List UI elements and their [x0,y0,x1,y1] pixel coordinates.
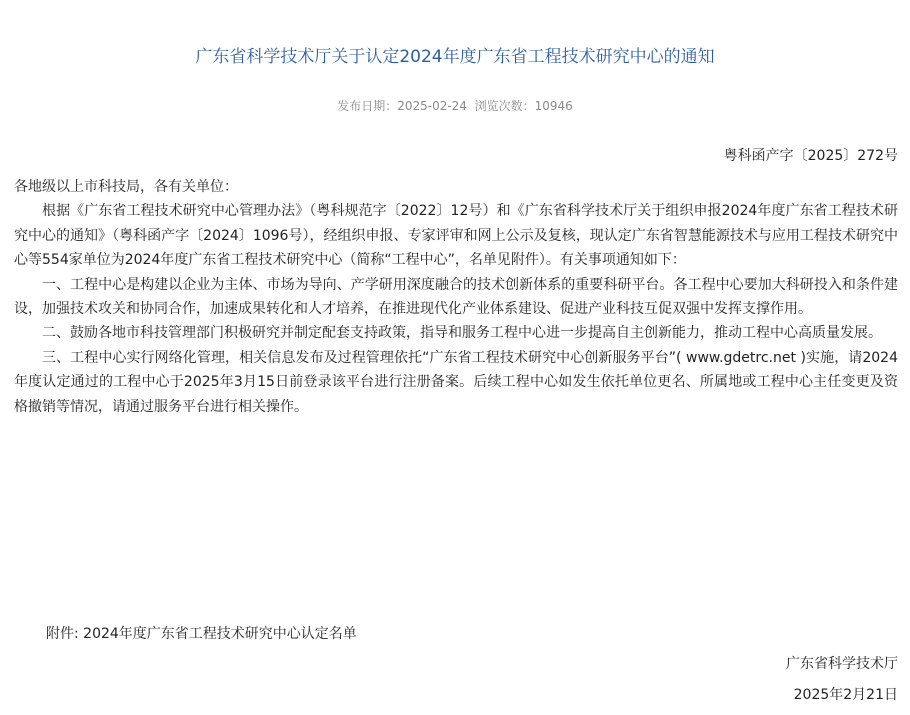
body-paragraph-item-1: 一、工程中心是构建以企业为主体、市场为导向、产学研用深度融合的技术创新体系的重要科研平台。各工程中心要加大科研投入和条件建设，加强技术攻关和协同合作，加速成果转化和人才培养，在推进现代化产业体系建设、促进产业科技互促双强中发挥支撑作用。 [14,276,898,318]
body-paragraph-item-2: 二、鼓励各地市科技管理部门积极研究并制定配套支持政策，指导和服务工程中心进一步提高自主创新能力，推动工程中心高质量发展。 [42,325,882,342]
publish-date-label: 发布日期： [337,99,398,113]
body-paragraph-item-3: 三、工程中心实行网络化管理，相关信息发布及过程管理依托“广东省工程技术研究中心创新服务平台”( www.gdetrc.net )实施，请2024年度认定通过的工程中心于2025年3月15日前登录该平台进行注册备案。后续工程中心如发生依托单位更名、所属地或工程中心主任变更及资格撤销等情况，请通过服务平台进行相关操作。 [14,349,898,415]
attachment-link[interactable]: 附件: 2024年度广东省工程技术研究中心认定名单 [46,626,357,642]
view-count-label: 浏览次数： [474,99,535,113]
publish-date: 2025-02-24 [397,99,467,113]
document-number: 粤科函产字〔2025〕272号 [723,148,898,164]
article-meta [0,96,910,116]
salutation: 各地级以上市科技局，各有关单位： [14,179,238,195]
signature-organization: 广东省科学技术厅 [786,656,898,672]
body-paragraph-intro: 根据《广东省工程技术研究中心管理办法》（粤科规范字〔2022〕12号）和《广东省科学技术厅关于组织申报2024年度广东省工程技术研究中心的通知》（粤科函产字〔2024〕1096号），经组织申报、专家评审和网上公示及复核，现认定广东省智慧能源技术与应用工程技术研究中心等554家单位为2024年度广东省工程技术研究中心（简称“工程中心”，名单见附件）。有关事项通知如下： [14,203,898,269]
view-count: 10946 [534,99,573,113]
article-body [14,175,898,419]
article-title: 广东省科学技术厅关于认定2024年度广东省工程技术研究中心的通知 [195,47,715,67]
signature-date: 2025年2月21日 [793,687,898,703]
